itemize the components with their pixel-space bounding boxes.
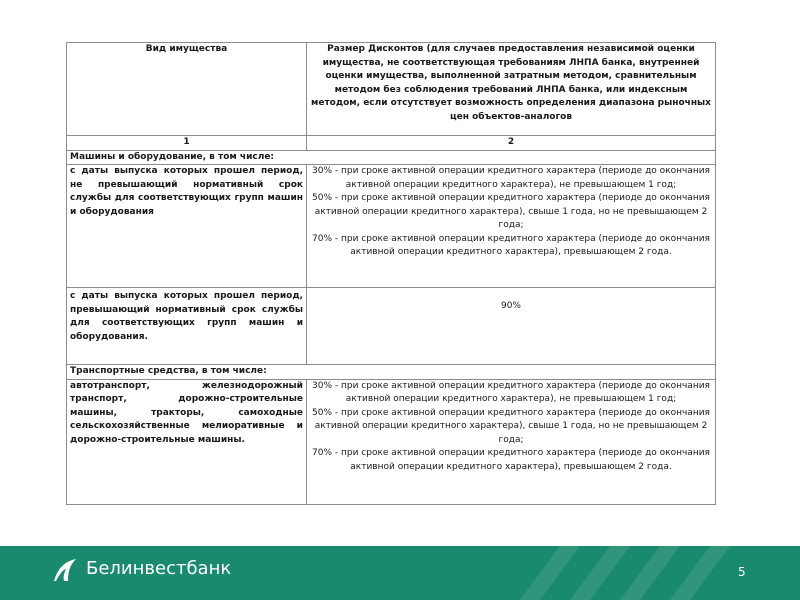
row-discount-values [307,379,716,504]
column-number-2: 2 [307,136,716,151]
section-row-vehicles [67,365,716,380]
discount-line-3: 70% - при сроке активной операции кредитного характера (периоде до окончания активной операции кредитного характера), превышающем 2 года. [312,448,710,472]
discount-line-2: 50% - при сроке активной операции кредитного характера (периоде до окончания активной операции кредитного характера), свыше 1 года, но не превышающем 2 года; [312,407,710,445]
header-cell-property-type: Вид имущества [67,43,307,136]
discount-line-1: 30% - при сроке активной операции кредитного характера (периоде до окончания активной операции кредитного характера), не превышающем 1 год; [312,166,710,190]
table-row [67,379,716,504]
column-number-1: 1 [67,136,307,151]
row-property-description: с даты выпуска которых прошел период, не превышающий нормативный срок службы для соответствующих групп машин и оборудования [67,165,307,288]
section-heading-machines: Машины и оборудование, в том числе: [67,150,716,165]
bank-brand-name: Белинвестбанк [86,558,232,579]
discount-line-2: 50% - при сроке активной операции кредитного характера (периоде до окончания активной операции кредитного характера), свыше 1 года, но не превышающем 2 года; [312,193,710,230]
page-number: 5 [738,565,746,579]
row-property-description: автотранспорт, железнодорожный транспорт, дорожно-строительные машины, тракторы, самоходные сельскохозяйственные мелиоративные и дорожно-строительные машины. [67,379,307,504]
discount-table [66,42,716,505]
discount-line-1: 30% - при сроке активной операции кредитного характера (периоде до окончания активной операции кредитного характера), не превышающем 1 год; [312,380,710,404]
table-number-row [67,136,716,151]
header-cell-discount-size: Размер Дисконтов (для случаев предоставления независимой оценки имущества, не соответствующая требованиям ЛНПА банка, внутренней оценки имущества, выполненной затратным методом, сравнительным методом без соблюдения требований ЛНПА банка, или индексным методом, если отсутствует возможность определения диапазона рыночных цен объектов-аналогов [307,43,716,136]
row-property-description: с даты выпуска которых прошел период, превышающий нормативный срок службы для соответствующих групп машин и оборудования. [67,288,307,365]
discount-line-3: 70% - при сроке активной операции кредитного характера (периоде до окончания активной операции кредитного характера), превышающем 2 года. [312,233,710,257]
table-header-row [67,43,716,136]
table-row [67,165,716,288]
bank-logo-icon [52,557,78,583]
section-heading-vehicles: Транспортные средства, в том числе: [67,365,716,380]
row-discount-value-90: 90% [307,288,716,365]
section-row-machines [67,150,716,165]
table-row [67,288,716,365]
row-discount-values [307,165,716,288]
